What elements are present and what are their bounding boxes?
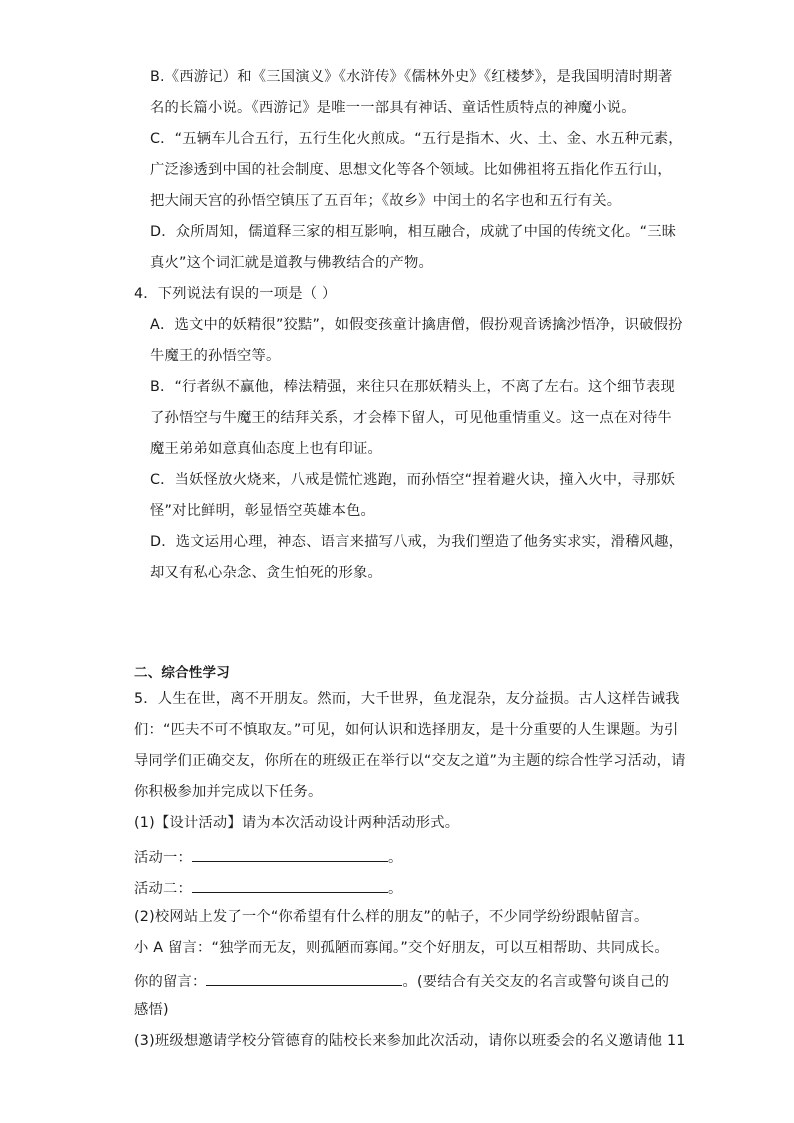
q3-option-c-line2: 广泛渗透到中国的社会制度、思想文化等各个领域。比如佛祖将五指化作五行山， (150, 162, 672, 178)
q4-option-a-line2: 牛魔王的孙悟空等。 (150, 348, 281, 364)
section-heading: 二、综合性学习 (134, 665, 230, 681)
your-comment-row (134, 969, 669, 992)
your-comment-hint: 。(要结合有关交友的名言或警句谈自己的 (402, 974, 670, 990)
activity-one-label: 活动一： (134, 850, 192, 866)
your-comment-hint-cont: 感悟) (134, 1002, 169, 1018)
q4-option-b-line3: 魔王弟弟如意真仙态度上也有印证。 (150, 441, 382, 457)
q3-option-d-line1: D．众所周知，儒道释三家的相互影响，相互融合，成就了中国的传统文化。“三昧 (150, 224, 677, 240)
q4-option-b-line1: B．“行者纵不赢他，棒法精强，来往只在那妖精头上，不离了左右。这个细节表现 (150, 379, 676, 395)
q5-intro-line3: 导同学们正确交友，你所在的班级正在举行以“交友之道”为主题的综合性学习活动，请 (134, 753, 686, 769)
q5-intro-line4: 你积极参加并完成以下任务。 (134, 784, 323, 800)
q5-intro-line1: 5．人生在世，离不开朋友。然而，大千世界，鱼龙混杂，友分益损。古人这样告诫我 (134, 691, 680, 707)
q4-stem: 4．下列说法有误的一项是（ ） (134, 286, 337, 302)
q3-option-d-line2: 真火”这个词汇就是道教与佛教结合的产物。 (150, 255, 434, 271)
q4-option-a-line1: A．选文中的妖精很”狡黠”，如假变孩童计擒唐僧，假扮观音诱擒沙悟净，识破假扮 (150, 317, 683, 333)
q5-part2-prompt: (2)校网站上发了一个“你希望有什么样的朋友”的帖子，不少同学纷纷跟帖留言。 (134, 909, 649, 925)
your-comment-answer-blank[interactable] (206, 969, 402, 986)
q5-part3-prompt: (3)班级想邀请学校分管德育的陆校长来参加此次活动，请你以班委会的名义邀请他 11 (134, 1033, 686, 1049)
activity-two-end: 。 (388, 881, 403, 897)
activity-one-end: 。 (388, 850, 403, 866)
q5-intro-line2: 们：“匹夫不可不慎取友。”可见，如何认识和选择朋友，是十分重要的人生课题。为引 (134, 722, 679, 738)
activity-two-answer-blank[interactable] (192, 876, 388, 893)
q3-option-b-line1: B.《西游记）和《三国演义》《水浒传》《儒林外史》《红楼梦》，是我国明清时期著 (150, 69, 673, 85)
your-comment-label: 你的留言： (134, 974, 207, 990)
q3-option-c-line3: 把大闹天宫的孙悟空镇压了五百年；《故乡》中闰土的名字也和五行有关。 (150, 193, 622, 209)
q3-option-c-line1: C．“五辆车儿合五行，五行生化火煎成。“五行是指木、火、土、金、水五种元素， (150, 131, 683, 147)
q4-option-c-line2: 怪”对比鲜明，彰显悟空英雄本色。 (150, 503, 376, 519)
activity-two-label: 活动二： (134, 881, 192, 897)
q4-option-d-line2: 却又有私心杂念、贪生怕死的形象。 (150, 565, 382, 581)
q4-option-d-line1: D．选文运用心理，神态、语言来描写八戒，为我们塑造了他务实求实，滑稽风趣， (150, 534, 684, 550)
activity-one-row (134, 845, 403, 868)
q5-part1-prompt: (1)【设计活动】请为本次活动设计两种活动形式。 (134, 815, 460, 831)
activity-two-row (134, 876, 403, 899)
q5-part2-sample-comment: 小 A 留言：“独学而无友，则孤陋而寡闻。”交个好朋友，可以互相帮助、共同成长。 (134, 940, 669, 956)
q3-option-b-line2: 名的长篇小说。《西游记》是唯一一部具有神话、童话性质特点的神魔小说。 (150, 100, 636, 116)
activity-one-answer-blank[interactable] (192, 845, 388, 862)
q4-option-b-line2: 了孙悟空与牛魔王的结拜关系，才会棒下留人，可见他重情重义。这一点在对待牛 (150, 410, 672, 426)
q4-option-c-line1: C．当妖怪放火烧来，八戒是慌忙逃跑，而孙悟空“捏着避火诀，撞入火中，寻那妖 (150, 472, 676, 488)
